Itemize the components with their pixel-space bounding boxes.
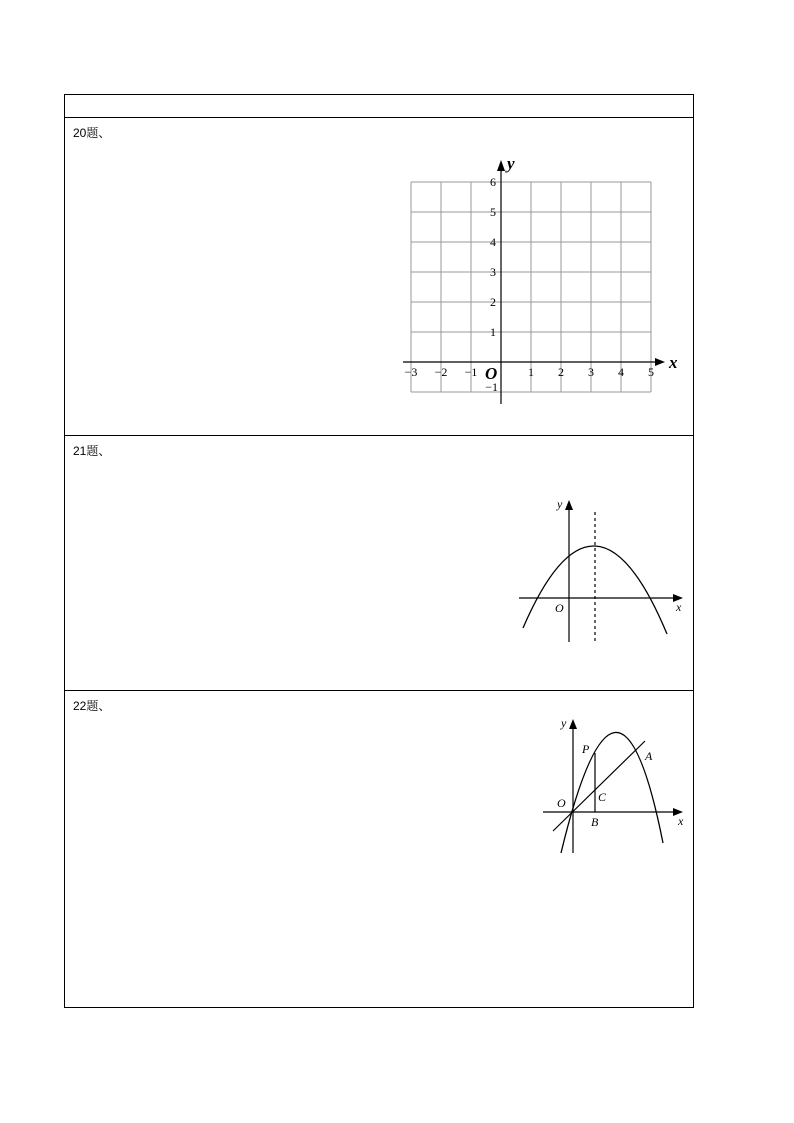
figure-20-grid-graph (397, 154, 687, 424)
x-axis-label: x (669, 353, 678, 372)
origin-label: O (485, 364, 498, 383)
question-22-label: 22题、 (73, 699, 111, 713)
point-a-label: A (645, 749, 653, 763)
y-tick-label: 4 (490, 235, 496, 249)
figure-22-parabola-line-graph (539, 713, 699, 858)
x-axis-label: x (676, 600, 682, 614)
point-p-label: P (582, 742, 590, 756)
question-21-label: 21题、 (73, 444, 111, 458)
figure-21-parabola-graph (517, 494, 687, 644)
x-tick-label: 2 (558, 365, 564, 379)
x-tick-label: −2 (434, 365, 448, 379)
x-tick-label: −3 (404, 365, 418, 379)
x-axis-label: x (678, 814, 684, 828)
question-20-row (65, 117, 693, 435)
y-axis-label: y (507, 154, 515, 173)
y-tick-label: 6 (490, 175, 496, 189)
x-tick-label: 4 (618, 365, 624, 379)
x-tick-label: −1 (464, 365, 478, 379)
y-axis-arrow (569, 719, 577, 729)
y-axis-label: y (557, 497, 563, 511)
point-b-label: B (591, 815, 599, 829)
question-20-label: 20题、 (73, 126, 111, 140)
line-oa (553, 741, 645, 831)
origin-label: O (557, 796, 566, 810)
header-row (65, 95, 693, 117)
question-21-row (65, 435, 693, 690)
y-axis-arrow (497, 160, 505, 171)
question-table (64, 94, 694, 1008)
y-tick-label: 3 (490, 265, 496, 279)
y-tick-label: −1 (485, 380, 498, 394)
x-tick-label: 5 (648, 365, 654, 379)
x-tick-label: 3 (588, 365, 594, 379)
y-axis-label: y (561, 716, 567, 730)
grid-lines (411, 182, 651, 392)
point-c-label: C (598, 790, 607, 804)
y-tick-label: 1 (490, 325, 496, 339)
y-axis-arrow (565, 500, 573, 510)
y-tick-labels (485, 175, 498, 394)
x-axis-arrow (655, 358, 665, 366)
x-tick-label: 1 (528, 365, 534, 379)
x-tick-labels (405, 365, 654, 379)
y-tick-label: 5 (490, 205, 496, 219)
question-22-row (65, 690, 693, 1008)
y-tick-label: 2 (490, 295, 496, 309)
origin-label: O (555, 601, 564, 615)
